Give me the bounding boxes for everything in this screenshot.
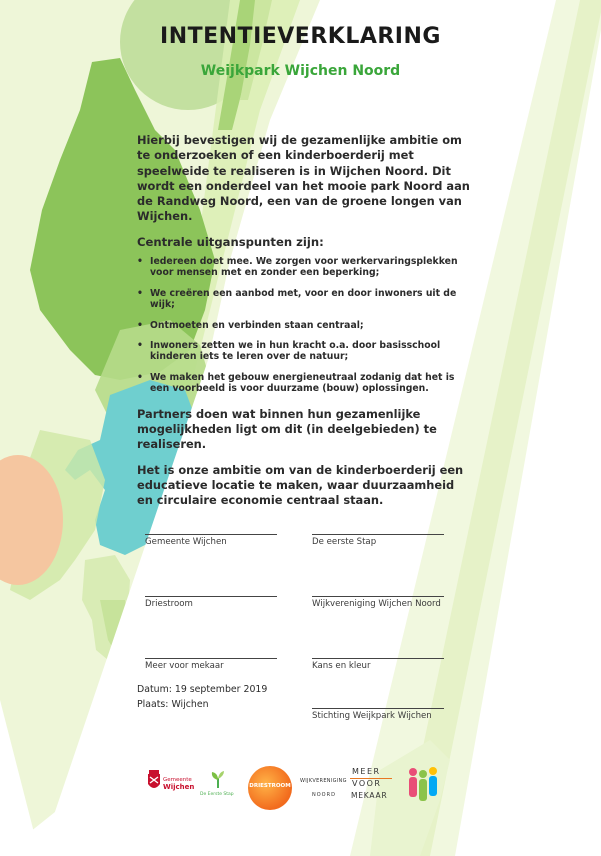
signature-label-kans-en-kleur: Kans en kleur <box>312 661 371 671</box>
list-item: • We creëren een aanbod met, voor en door inwoners uit de wijk; <box>137 287 457 311</box>
crest-icon <box>146 770 162 792</box>
wijkvereniging-noord-logo: WIJKVERENIGING NOORD <box>300 778 347 798</box>
signature-line <box>145 596 277 597</box>
declaration-body <box>137 133 472 509</box>
partners-paragraph: Partners doen wat binnen hun gezamenlijke mogelijkheden ligt om dit (in deelgebieden) te realiseren. <box>137 406 437 452</box>
signature-line <box>312 708 444 709</box>
bullet-icon: • <box>137 287 143 299</box>
signature-label-eerste-stap: De eerste Stap <box>312 537 377 547</box>
intro-paragraph: Hierbij bevestigen wij de gezamenlijke ambitie om te onderzoeken of een kinderboerderij met speelweide te realiseren is in Wijchen Noord. Dit wordt een onderdeel van het mooie park Noord aan de Randweg Noord, een van de groene longen van Wijchen. <box>137 133 470 224</box>
page-title: INTENTIEVERKLARING <box>160 24 441 49</box>
signature-line <box>145 658 277 659</box>
list-item: • Inwoners zetten we in hun kracht o.a. door basisschool kinderen iets te leren over de natuur; <box>137 339 441 363</box>
list-item: • We maken het gebouw energieneutraal zodanig dat het is een voorbeeld is voor duurzame (bouw) oplossingen. <box>137 371 455 395</box>
signature-line <box>312 534 444 535</box>
date-text: Datum: 19 september 2019 <box>137 684 268 695</box>
sprout-icon <box>208 770 228 790</box>
meer-voor-mekaar-logo: MEER VOOR MEKAAR <box>350 766 394 808</box>
bullet-icon: • <box>137 319 143 331</box>
principles-heading: Centrale uitganspunten zijn: <box>137 234 324 249</box>
signature-label-stichting: Stichting Weijkpark Wijchen <box>312 711 432 721</box>
bullet-icon: • <box>137 339 143 351</box>
eerste-stap-logo: De Eerste Stap <box>200 770 240 806</box>
signature-line <box>312 596 444 597</box>
principles-list <box>137 256 472 395</box>
signature-line <box>145 534 277 535</box>
people-icon <box>405 766 441 806</box>
gemeente-wijchen-logo: Gemeente Wijchen <box>146 770 186 806</box>
driestroom-logo: DRIESTROOM <box>248 766 292 810</box>
bullet-icon: • <box>137 371 143 383</box>
kans-en-kleur-logo <box>405 766 441 806</box>
signature-line <box>312 658 444 659</box>
ambition-paragraph: Het is onze ambitie om van de kinderboerderij een educatieve locatie te maken, waar duurzaamheid en circulaire economie centraal staan. <box>137 462 464 508</box>
place-text: Plaats: Wijchen <box>137 699 209 710</box>
list-item: • Ontmoeten en verbinden staan centraal; <box>137 319 364 331</box>
signature-label-gemeente: Gemeente Wijchen <box>145 537 227 547</box>
signature-label-wijkvereniging: Wijkvereniging Wijchen Noord <box>312 599 441 609</box>
page-subtitle: Weijkpark Wijchen Noord <box>200 63 401 79</box>
list-item: • Iedereen doet mee. We zorgen voor werkervaringsplekken voor mensen met en zonder een beperking; <box>137 255 458 279</box>
signature-label-meer-voor-mekaar: Meer voor mekaar <box>145 661 224 671</box>
bullet-icon: • <box>137 255 143 267</box>
signature-label-driestroom: Driestroom <box>145 599 193 609</box>
